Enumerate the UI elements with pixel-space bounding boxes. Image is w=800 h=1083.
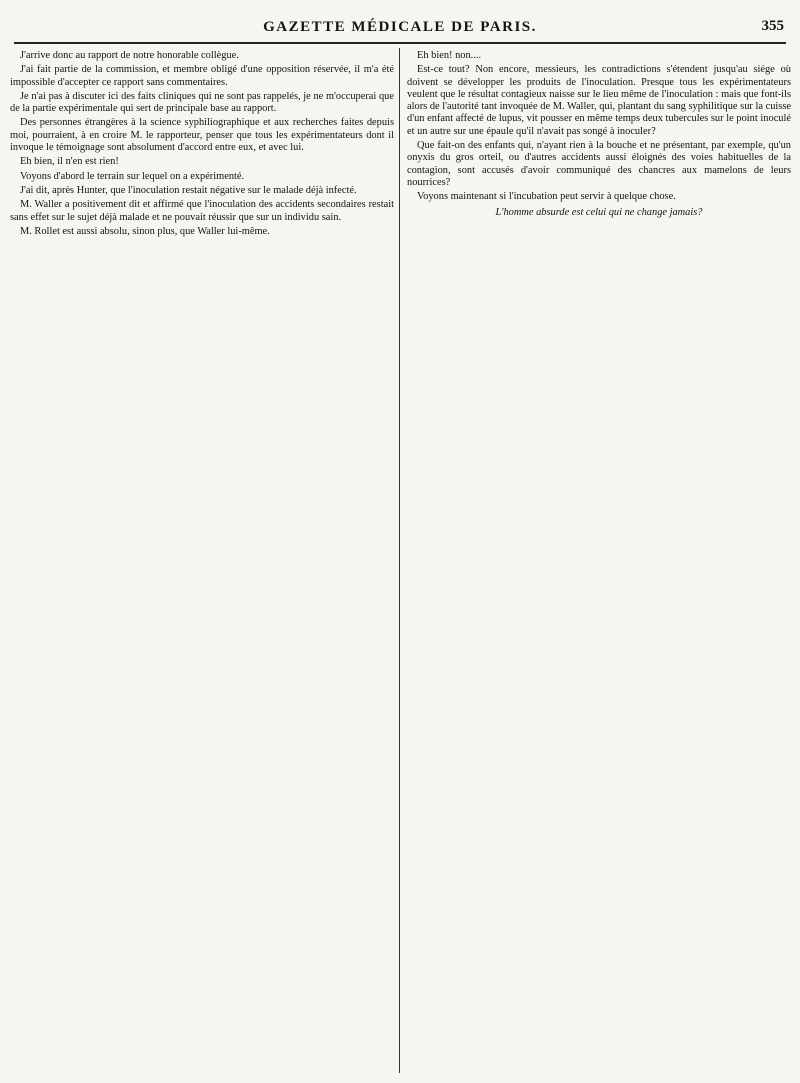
paragraph: Eh bien, il n'en est rien!	[20, 156, 119, 168]
paragraph: M. Rollet est aussi absolu, sinon plus, que Waller lui-même.	[20, 225, 270, 237]
paragraph: Est-ce tout? Non encore, messieurs, les contradictions s'étendent jusqu'au siége où doivent se développer les produits de l'inoculation. Presque tous les expérimentateurs veulent que le résultat contagieux naisse sur le lieu même de l'inoculation : mais que font-ils alors de l'autorité tant invoquée de M. Waller, qui, plantant du sang syphilitique sur la cuisse d'un enfant affecté de lupus, vit pousser en même temps deux tubercules sur le point inoculé et un autre sur une épaule qu'il n'avait pas songé à inoculer?	[407, 64, 791, 137]
paragraph: Eh bien! non....	[417, 50, 482, 61]
right-column	[407, 50, 791, 222]
page-number: 355	[761, 18, 784, 34]
column-rule	[399, 48, 400, 1073]
paragraph: J'arrive donc au rapport de notre honorable collègue.	[20, 50, 239, 61]
gazette-title: GAZETTE MÉDICALE DE PARIS.	[263, 18, 537, 35]
left-column	[10, 50, 394, 240]
page-header	[14, 12, 786, 44]
paragraph: Que fait-on des enfants qui, n'ayant rien à la bouche et ne présentant, par exemple, qu'un onyxis du gros orteil, ou d'autres accidents aussi éloignés des voies habituelles de la contagion, sont accusés d'avoir communiqué des chancres aux mamelons de leurs nourrices?	[407, 140, 791, 188]
paragraph: M. Waller a positivement dit et affirmé que l'inoculation des accidents secondaires restait sans effet sur le sujet déjà malade et ne pouvait réussir que sur un individu sain.	[10, 199, 394, 223]
paragraph: J'ai fait partie de la commission, et membre obligé d'une opposition réservée, il m'a été impossible d'accepter ce rapport sans commentaires.	[10, 64, 394, 88]
paragraph: Des personnes étrangères à la science syphiliographique et aux recherches faites depuis moi, pourraient, à en croire M. le rapporteur, penser que tous les expérimentateurs dont il invoque le témoignage sont absolument d'accord entre eux, et avec lui.	[10, 117, 394, 154]
paragraph: Je n'ai pas à discuter ici des faits cliniques qui ne sont pas rappelés, je ne m'occuperai que de la partie expérimentale qui sert de principale base au rapport.	[10, 90, 394, 115]
subheading: L'homme absurde est celui qui ne change jamais?	[495, 206, 703, 218]
paragraph: J'ai dit, après Hunter, que l'inoculation restait négative sur le malade déjà infecté.	[20, 184, 357, 196]
paragraph: Voyons d'abord le terrain sur lequel on a expérimenté.	[20, 170, 245, 182]
paragraph: Voyons maintenant si l'incubation peut servir à quelque chose.	[417, 191, 676, 203]
